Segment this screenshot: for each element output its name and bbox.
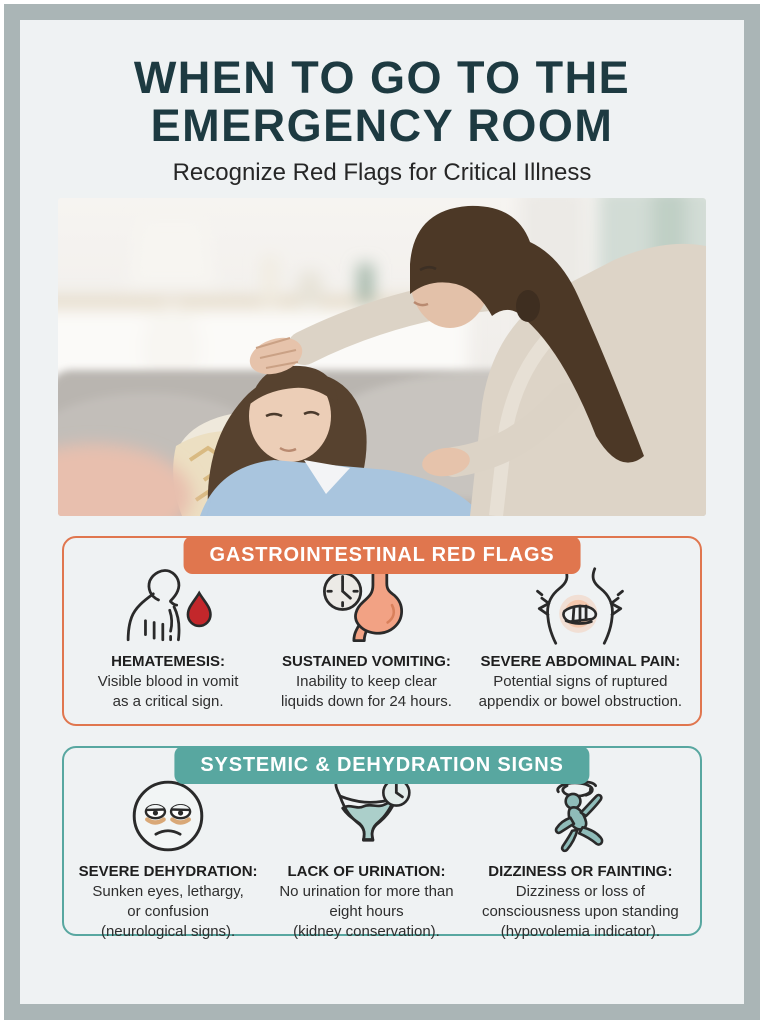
- abdominal-pain-icon: [524, 567, 636, 645]
- item-text-line: eight hours: [329, 903, 404, 920]
- section-gastrointestinal: [62, 536, 702, 726]
- item-text-line: Potential signs of ruptured: [493, 673, 668, 690]
- item-text-line: consciousness upon standing: [481, 903, 679, 920]
- item-text-line: Dizziness or loss of: [515, 883, 645, 900]
- item-heading: SEVERE ABDOMINAL PAIN:: [480, 653, 681, 670]
- item-heading: SUSTAINED VOMITING:: [282, 653, 451, 670]
- item-text-line: (neurological signs).: [100, 923, 236, 940]
- item-text-line: appendix or bowel obstruction.: [478, 693, 683, 710]
- item-lack-of-urination: [264, 776, 469, 942]
- section-gastrointestinal-header: GASTROINTESTINAL RED FLAGS: [184, 536, 581, 574]
- item-text-line: (hypovolemia indicator).: [500, 923, 660, 940]
- item-heading: DIZZINESS OR FAINTING:: [488, 863, 673, 880]
- section-systemic-dehydration: [62, 746, 702, 940]
- title-line-1: WHEN TO GO TO THE: [133, 52, 631, 103]
- item-heading: HEMATEMESIS:: [111, 653, 226, 670]
- photo-mother-checking-child: [58, 198, 706, 516]
- item-text-line: liquids down for 24 hours.: [281, 693, 452, 710]
- item-heading: LACK OF URINATION:: [287, 863, 446, 880]
- section-systemic-header: SYSTEMIC & DEHYDRATION SIGNS: [174, 746, 589, 784]
- poster-content: [20, 20, 744, 1004]
- item-severe-dehydration: [72, 776, 264, 942]
- page-subtitle: Recognize Red Flags for Critical Illness: [172, 159, 592, 186]
- bladder-clock-icon: [310, 777, 422, 855]
- title-line-2: EMERGENCY ROOM: [150, 100, 614, 151]
- item-text-line: Sunken eyes, lethargy,: [92, 883, 244, 900]
- item-dizziness-fainting: [469, 776, 692, 942]
- clock-stomach-icon: [310, 567, 422, 645]
- item-text-line: Visible blood in vomit: [97, 673, 239, 690]
- item-text-line: No urination for more than: [279, 883, 454, 900]
- item-severe-abdominal-pain: [469, 566, 692, 712]
- vomiting-blood-icon: [112, 567, 224, 645]
- item-text-line: Inability to keep clear: [296, 673, 437, 690]
- item-sustained-vomiting: [264, 566, 469, 712]
- falling-person-icon: [524, 777, 636, 855]
- item-text-line: or confusion: [127, 903, 209, 920]
- item-heading: SEVERE DEHYDRATION:: [78, 863, 258, 880]
- sunken-eyes-face-icon: [126, 777, 210, 855]
- mother-child-photo-illustration: [58, 198, 706, 516]
- page-title: [20, 54, 744, 150]
- item-text-line: as a critical sign.: [112, 693, 224, 710]
- item-text-line: (kidney conservation).: [293, 923, 440, 940]
- item-hematemesis: [72, 566, 264, 712]
